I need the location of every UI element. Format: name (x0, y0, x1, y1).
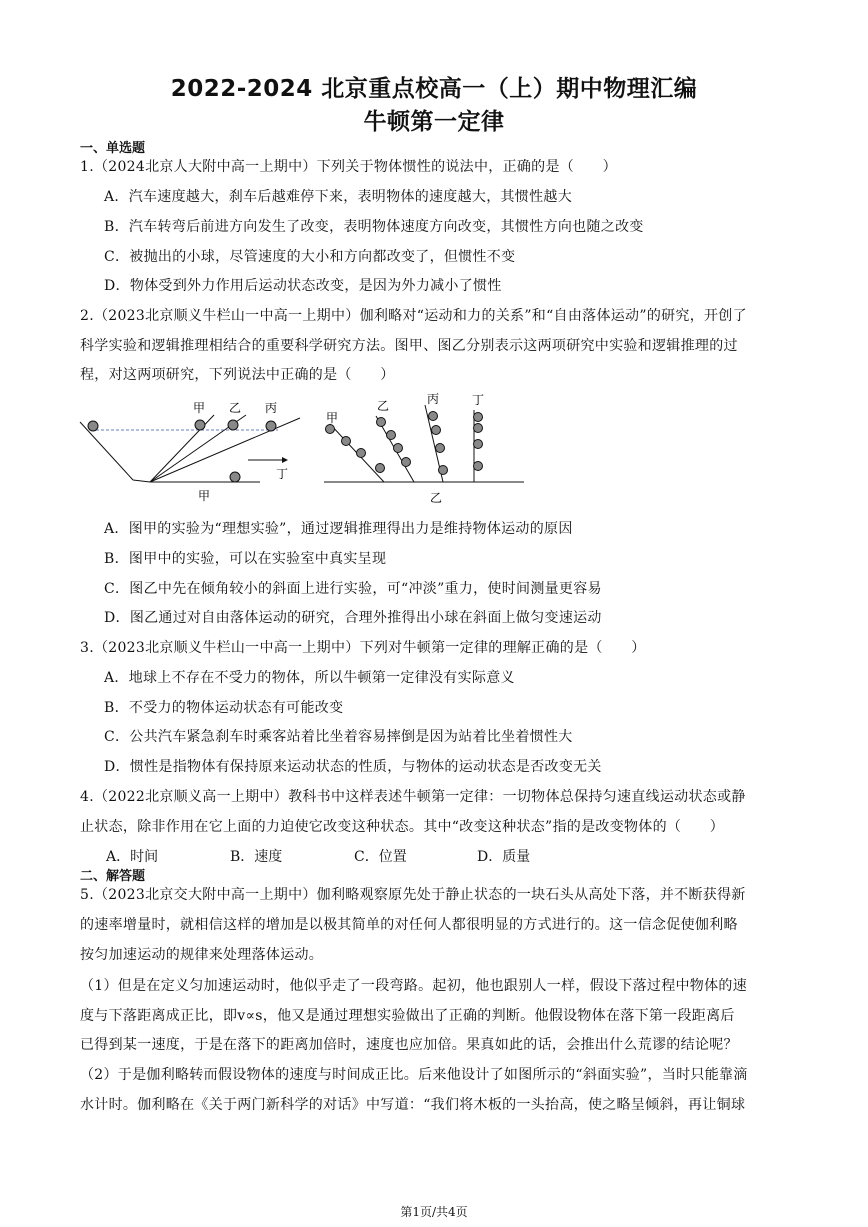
doc-title-line2: 牛顿第一定律 (363, 109, 505, 135)
fig-jia-label-bing: 丙 (265, 401, 278, 415)
q5-part1-line3: 已得到某一速度，于是在落下的距离加倍时，速度也应加倍。果真如此的话，会推出什么荒谬的结论呢？ (80, 1037, 738, 1053)
q2-stem-line1: 2.（2023北京顺义牛栏山一中高一上期中）伽利略对“运动和力的关系”和“自由落体运动”的研究，开创了 (80, 308, 747, 324)
q2-option-b: B．图甲中的实验，可以在实验室中真实呈现 (104, 551, 387, 567)
fig-yi-caption: 乙 (430, 491, 443, 505)
section-single-choice: 一、单选题 (80, 141, 146, 156)
q5-part1-line2: 度与下落距离成正比，即v∝s，他又是通过理想实验做出了正确的判断。他假设物体在落下第一段距离后 (80, 1008, 735, 1024)
figure-jia (78, 392, 308, 504)
q4-stem-line1: 4.（2022北京顺义高一上期中）教科书中这样表述牛顿第一定律：一切物体总保持匀速直线运动状态或静 (80, 789, 746, 805)
q3-option-b: B．不受力的物体运动状态有可能改变 (104, 700, 344, 716)
q5-stem-line2: 的速率增量时，就相信这样的增加是以极其简单的对任何人都很明显的方式进行的。这一信念促使伽利略 (80, 917, 738, 933)
fig-yi-label-ding: 丁 (472, 393, 485, 407)
fig-yi-label-bing: 丙 (427, 392, 440, 406)
q3-option-d: D．惯性是指物体有保持原来运动状态的性质，与物体的运动状态是否改变无关 (104, 759, 602, 775)
q2-stem-line2: 科学实验和逻辑推理相结合的重要科学研究方法。图甲、图乙分别表示这两项研究中实验和逻辑推理的过 (80, 338, 738, 354)
q5-part2-line1: （2）于是伽利略转而假设物体的速度与时间成正比。后来他设计了如图所示的“斜面实验”，当时只能靠滴 (80, 1067, 748, 1083)
figure-yi (324, 390, 528, 506)
q5-stem-line1: 5.（2023北京交大附中高一上期中）伽利略观察原先处于静止状态的一块石头从高处下落，并不断获得新 (80, 887, 746, 903)
fig-jia-caption: 甲 (198, 489, 211, 503)
q4-option-d: D．质量 (477, 849, 531, 865)
q2-option-a: A．图甲的实验为“理想实验”，通过逻辑推理得出力是维持物体运动的原因 (104, 521, 573, 537)
section-answer: 二、解答题 (80, 869, 146, 884)
q3-stem: 3.（2023北京顺义牛栏山一中高一上期中）下列对牛顿第一定律的理解正确的是（ ） (80, 640, 646, 656)
q1-option-c: C．被抛出的小球，尽管速度的大小和方向都改变了，但惯性不变 (104, 249, 516, 265)
q2-option-c: C．图乙中先在倾角较小的斜面上进行实验，可“冲淡”重力，使时间测量更容易 (104, 581, 602, 597)
fig-yi-label-yi: 乙 (377, 399, 390, 413)
q4-stem-line2: 止状态，除非作用在它上面的力迫使它改变这种状态。其中“改变这种状态”指的是改变物体的（ ） (80, 819, 725, 835)
q1-option-a: A．汽车速度越大，刹车后越难停下来，表明物体的速度越大，其惯性越大 (104, 189, 573, 205)
fig-yi-label-jia: 甲 (326, 411, 339, 425)
q3-option-a: A．地球上不存在不受力的物体，所以牛顿第一定律没有实际意义 (104, 670, 515, 686)
q2-stem-line3: 程，对这两项研究，下列说法中正确的是（ ） (80, 367, 395, 383)
q2-option-d: D．图乙通过对自由落体运动的研究，合理外推得出小球在斜面上做匀变速运动 (104, 610, 602, 626)
q5-stem-line3: 按匀加速运动的规律来处理落体运动。 (80, 947, 324, 963)
q3-option-c: C．公共汽车紧急刹车时乘客站着比坐着容易摔倒是因为站着比坐着惯性大 (104, 729, 573, 745)
q4-option-a: A．时间 (106, 849, 159, 865)
q1-option-d: D．物体受到外力作用后运动状态改变，是因为外力减小了惯性 (104, 278, 502, 294)
page-footer: 第1页/共4页 (400, 1205, 468, 1219)
doc-title-line1: 2022-2024 北京重点校高一（上）期中物理汇编 (170, 76, 698, 102)
q1-stem: 1.（2024北京人大附中高一上期中）下列关于物体惯性的说法中，正确的是（ ） (80, 159, 617, 175)
fig-jia-label-ding: 丁 (276, 467, 289, 481)
q1-option-b: B．汽车转弯后前进方向发生了改变，表明物体速度方向改变，其惯性方向也随之改变 (104, 219, 644, 235)
fig-jia-label-jia: 甲 (193, 401, 206, 415)
q4-option-c: C．位置 (354, 849, 407, 865)
q4-option-b: B．速度 (230, 849, 283, 865)
q5-part1-line1: （1）但是在定义匀加速运动时，他似乎走了一段弯路。起初，他也跟别人一样，假设下落过程中物体的速 (80, 978, 748, 994)
fig-jia-label-yi: 乙 (229, 401, 242, 415)
q5-part2-line2: 水计时。伽利略在《关于两门新科学的对话》中写道：“我们将木板的一头抬高，使之略呈倾斜，再让铜球 (80, 1097, 746, 1113)
